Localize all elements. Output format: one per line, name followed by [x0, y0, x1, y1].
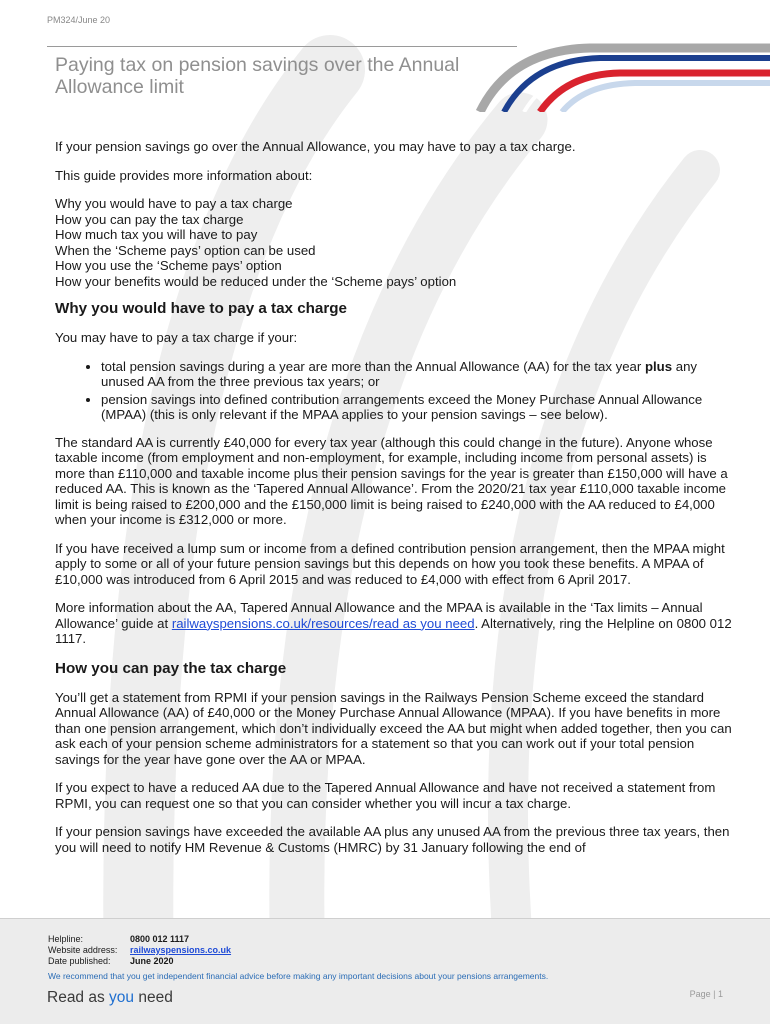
date-row	[48, 956, 231, 967]
standard-aa-paragraph: The standard AA is currently £40,000 for every tax year (although this could change in the future). Anyone whose taxable income (from employment and non-employment, for example, including income from personal assets) is more than £110,000 and taxable income plus their pension savings for the year is greater than £150,000 will have a reduced AA. This is known as the ‘Tapered Annual Allowance’. From the 2020/21 tax year £110,000 taxable income limit is being raised to £200,000 and the £150,000 limit is being raised to £240,000 with the AA reduced to £4,000 when your income is £312,000 or more.	[55, 434, 728, 527]
tapered-paragraph: If you expect to have a reduced AA due to the Tapered Annual Allowance and have not received a statement from RPMI, you can request one so that you can consider whether you will incur a tax charge.	[55, 780, 716, 811]
why-lead-paragraph: You may have to pay a tax charge if your:	[55, 330, 298, 345]
helpline-row	[48, 934, 231, 945]
page-number: Page | 1	[689, 989, 723, 999]
document-reference: PM324/June 20	[47, 15, 111, 25]
list-item: How your benefits would be reduced under the ‘Scheme pays’ option	[55, 273, 457, 289]
website-label: Website address:	[48, 945, 118, 955]
financial-advice-note: We recommend that you get independent financial advice before making any important decisions about your pensions arrangements.	[48, 971, 549, 981]
website-link[interactable]: railwayspensions.co.uk	[130, 945, 232, 955]
statement-paragraph: You’ll get a statement from RPMI if your pension savings in the Railways Pension Scheme exceed the standard Annual Allowance (AA) of £40,000 or the Money Purchase Annual Allowance (MPAA). If you have benefits in more than one pension arrangement, which don’t individually exceed the AA but might when added together, then you can ask each of your pension scheme administrators for a statement so that you can work out if your total pension savings for the year have gone over the AA or MPAA.	[55, 689, 732, 767]
tagline-text: need	[138, 989, 173, 1006]
list-item	[101, 359, 735, 390]
document-body	[55, 139, 735, 868]
read-as-you-need-link[interactable]: railwayspensions.co.uk/resources/read as you need	[171, 615, 475, 631]
section-heading-how-pay: How you can pay the tax charge	[55, 659, 287, 677]
railway-swoosh-logo	[470, 38, 770, 112]
footer-contact-details	[48, 934, 231, 967]
list-item: • pension savings into defined contribution arrangements exceed the Money Purchase Annual Allowance (MPAA) (this is only relevant if the MPAA applies to your pension savings – see below).	[101, 392, 735, 423]
notify-hmrc-paragraph: If your pension savings have exceeded the available AA plus any unused AA from the previous three tax years, then you will need to notify HM Revenue & Customs (HMRC) by 31 January following the end of	[55, 824, 730, 855]
mpaa-paragraph: If you have received a lump sum or income from a defined contribution pension arrangement, then the MPAA might apply to some or all of your future pension savings but this depends on how you took these benefits. A MPAA of £10,000 was introduced from 6 April 2015 and was reduced to £4,000 with effect from 6 April 2017.	[55, 540, 725, 587]
more-info-paragraph	[55, 600, 735, 647]
section-heading-why: Why you would have to pay a tax charge	[55, 300, 348, 317]
why-bullet-list	[55, 359, 735, 423]
bullet-text: total pension savings during a year are more than the Annual Allowance (AA) for the tax year	[101, 358, 642, 374]
tagline-accent: you	[109, 989, 135, 1006]
footer-rule	[0, 918, 770, 919]
list-item: How you can pay the tax charge	[55, 211, 244, 227]
website-row	[48, 945, 231, 956]
list-item: How you use the ‘Scheme pays’ option	[55, 258, 282, 273]
list-item: When the ‘Scheme pays’ option can be used	[55, 242, 316, 258]
guide-topics-list	[55, 196, 735, 289]
guide-intro-paragraph: This guide provides more information about:	[55, 167, 313, 183]
tagline-text: Read as	[47, 989, 105, 1006]
list-item: Why you would have to pay a tax charge	[55, 196, 293, 211]
date-value: June 2020	[130, 956, 174, 966]
helpline-value: 0800 012 1117	[130, 934, 190, 944]
list-item: How much tax you will have to pay	[55, 227, 258, 242]
paragraph-text: . Alternatively, ring the Helpline on 0800 012 1117.	[55, 615, 732, 646]
helpline-label: Helpline:	[48, 934, 84, 944]
header-rule	[47, 46, 517, 47]
bullet-emphasis: plus	[644, 358, 673, 374]
read-as-you-need-tagline	[47, 989, 173, 1007]
date-label: Date published:	[48, 956, 111, 966]
page-title: Paying tax on pension savings over the Annual Allowance limit	[55, 54, 460, 98]
bullet-text: any unused AA from the three previous tax years; or	[101, 358, 697, 389]
paragraph-text: More information about the AA, Tapered Annual Allowance and the MPAA is available in the ‘Tax limits – Annual Allowance’ guide at	[55, 600, 703, 631]
intro-paragraph: If your pension savings go over the Annual Allowance, you may have to pay a tax charge.	[55, 139, 576, 154]
